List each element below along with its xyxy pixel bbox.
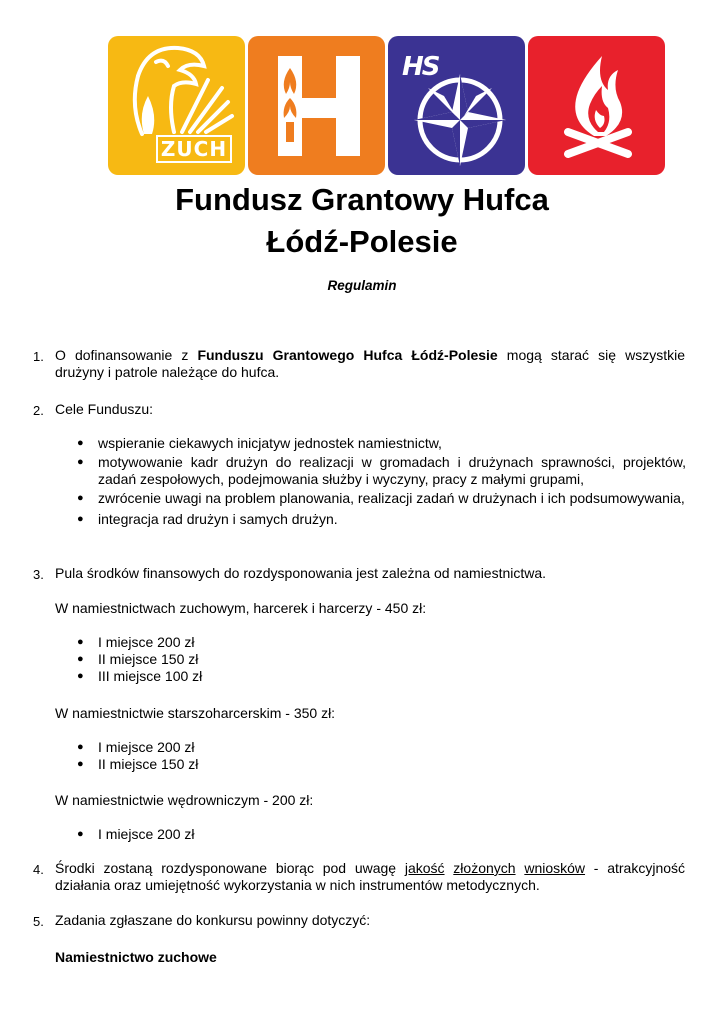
item-number: 5. [33, 914, 44, 929]
flame-icon [528, 36, 665, 175]
hs-logo [388, 36, 525, 175]
group-label: W namiestnictwie starszoharcerskim - 350 zł: [55, 705, 336, 721]
goals-list [98, 435, 686, 528]
item-1: O dofinansowanie z Funduszu Grantowego Hufca Łódź-Polesie mogą starać się wszystkie drużyny i patrole należące do hufca. [55, 347, 685, 380]
list-item: ● II miejsce 150 zł [98, 756, 686, 773]
item-5: Zadania zgłaszane do konkursu powinny dotyczyć: [55, 912, 371, 928]
subtitle: Regulamin [327, 278, 397, 293]
item-number: 4. [33, 862, 44, 877]
title-line-1: Fundusz Grantowy Hufca [175, 182, 549, 217]
group-label: W namiestnictwie wędrowniczym - 200 zł: [55, 792, 314, 808]
item-2: Cele Funduszu: [55, 401, 154, 417]
section-heading: Namiestnictwo zuchowe [55, 949, 217, 965]
list-item: ● motywowanie kadr drużyn do realizacji w gromadach i drużynach sprawności, projektów, zadań zespołowych, podejmowania służby i wyczyny, pracy z małymi grupami, [98, 454, 686, 488]
list-item: ● II miejsce 150 zł [98, 651, 686, 668]
list-item: ● I miejsce 200 zł [98, 739, 686, 756]
hs-label: HS [402, 52, 439, 82]
list-item: ● integracja rad drużyn i samych drużyn. [98, 511, 686, 528]
list-item: ● III miejsce 100 zł [98, 668, 686, 685]
wedrownik-logo [528, 36, 665, 175]
fund-name: Funduszu Grantowego Hufca Łódź-Polesie [197, 347, 498, 363]
item-number: 1. [33, 349, 44, 364]
item-3: Pula środków finansowych do rozdysponowania jest zależna od namiestnictwa. [55, 565, 547, 581]
zuch-logo [108, 36, 245, 175]
logo-banner [108, 36, 668, 176]
list-item: ● wspieranie ciekawych inicjatyw jednostek namiestnictw, [98, 435, 686, 452]
places-list [98, 739, 686, 773]
group-label: W namiestnictwach zuchowym, harcerek i harcerzy - 450 zł: [55, 600, 427, 616]
title-line-2: Łódź-Polesie [266, 224, 458, 259]
item-number: 3. [33, 567, 44, 582]
item-number: 2. [33, 403, 44, 418]
harcerz-logo [248, 36, 385, 175]
list-item: ● zwrócenie uwagi na problem planowania, realizacji zadań w drużynach i ich podsumowywania, [98, 490, 686, 507]
places-list [98, 634, 686, 685]
zuch-label: ZUCH [156, 135, 232, 163]
places-list [98, 826, 686, 843]
list-item: ● I miejsce 200 zł [98, 826, 686, 843]
item-4: Środki zostaną rozdysponowane biorąc pod uwagę jakość złożonych wniosków - atrakcyjność działania oraz umiejętność wykorzystania w nich instrumentów metodycznych. [55, 860, 686, 893]
list-item: ● I miejsce 200 zł [98, 634, 686, 651]
